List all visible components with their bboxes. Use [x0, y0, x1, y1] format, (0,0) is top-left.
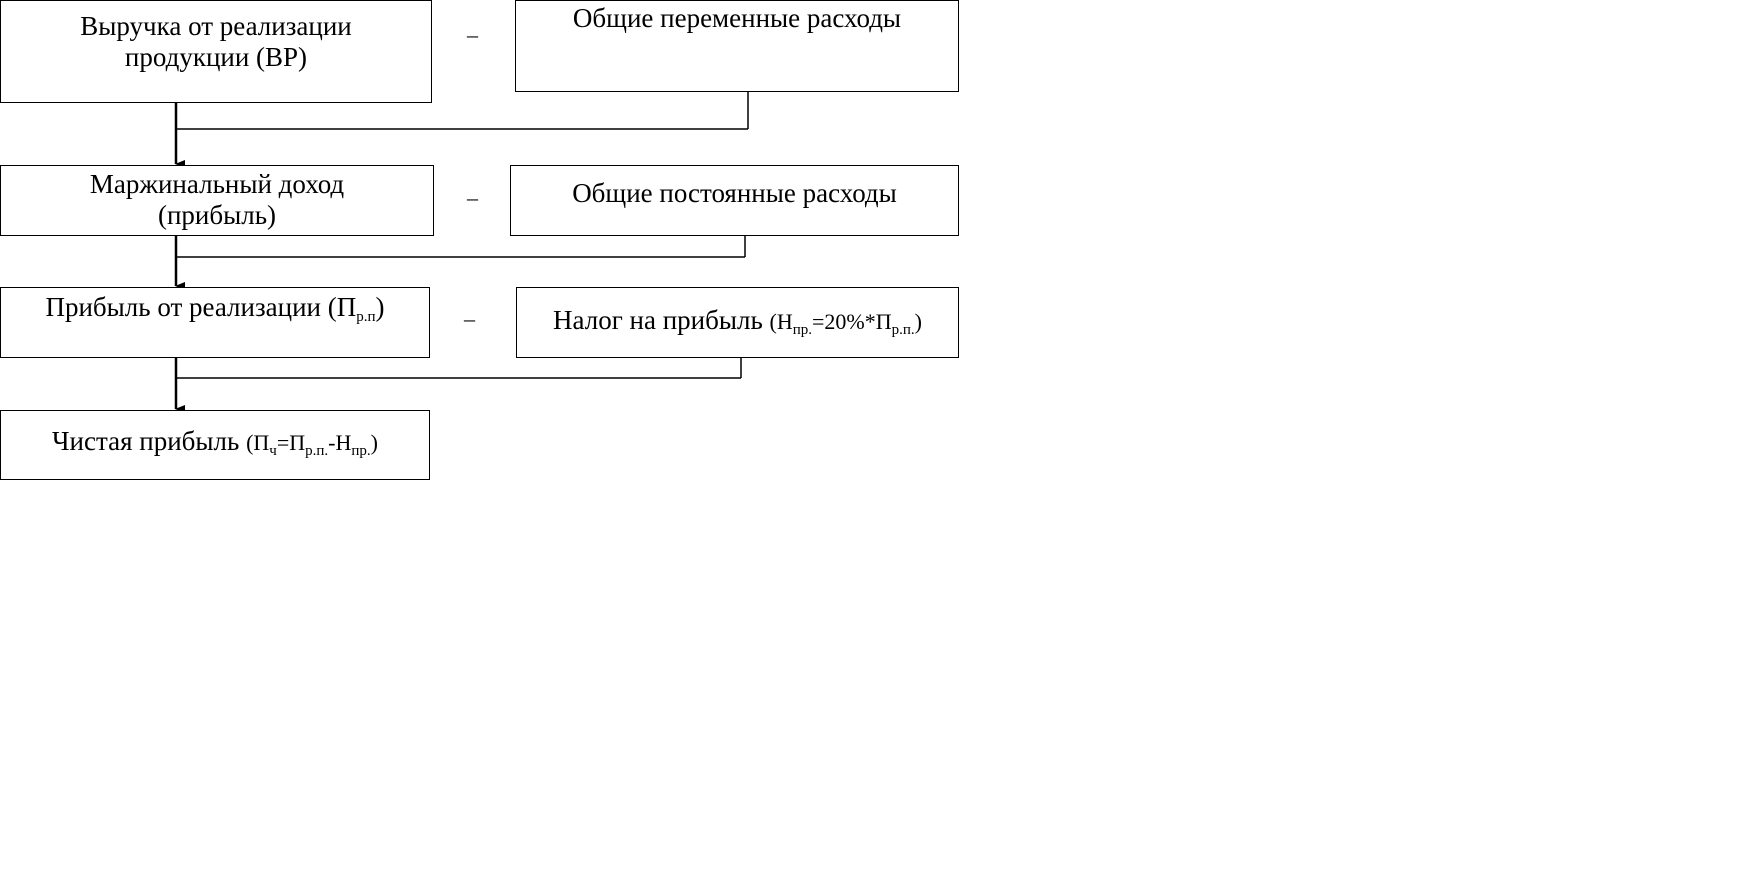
fixed-costs-label: Общие постоянные расходы: [572, 178, 897, 208]
net-profit-label: Чистая прибыль: [52, 426, 240, 456]
minus-operator-2: –: [467, 185, 478, 210]
minus-operator-3: –: [464, 306, 475, 331]
marginal-income-box: [0, 165, 434, 236]
profit-tax-box: [516, 287, 959, 358]
profit-tax-label: Налог на прибыль: [553, 305, 763, 335]
sales-profit-label: Прибыль от реализации: [45, 292, 321, 322]
marginal-income-label: Маржинальный доход (прибыль): [89, 169, 345, 230]
net-profit-box: [0, 410, 430, 480]
variable-costs-box: [515, 0, 959, 92]
minus-operator-1: –: [467, 22, 478, 47]
revenue-label: Выручка от реализации продукции (ВР): [80, 11, 352, 72]
sales-profit-formula: $(П_{р.п})$: [327, 292, 385, 325]
profit-tax-formula: $(Н_{пр.}=20\%*П_{р.п.})$: [769, 309, 922, 338]
variable-costs-label: Общие переменные расходы: [572, 3, 902, 33]
revenue-box: [0, 0, 432, 103]
fixed-costs-box: [510, 165, 959, 236]
sales-profit-box: [0, 287, 430, 358]
net-profit-formula: $(П_ч=П_{р.п.}-Н_{пр.})$: [246, 430, 378, 459]
